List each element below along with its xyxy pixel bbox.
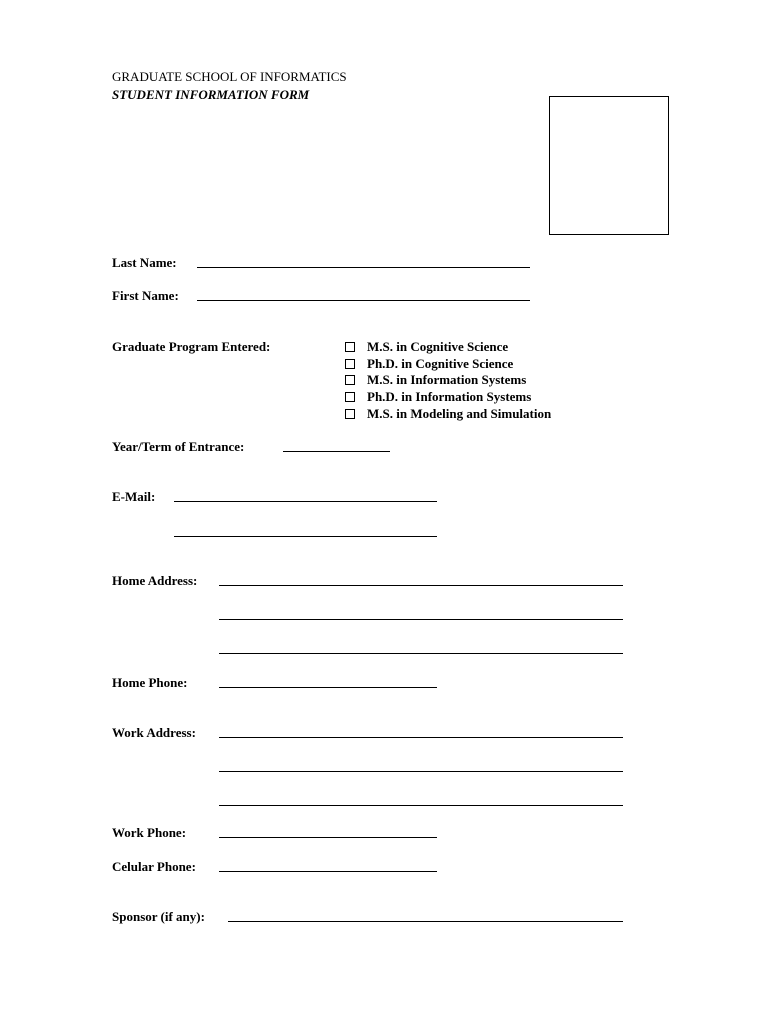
first-name-line[interactable] (197, 300, 530, 301)
photo-box (549, 96, 669, 235)
email-line-2[interactable] (174, 536, 437, 537)
program-option-label: M.S. in Cognitive Science (367, 339, 509, 355)
form-title: STUDENT INFORMATION FORM (112, 87, 310, 102)
program-option[interactable] (345, 356, 551, 373)
work-phone-label: Work Phone: (112, 825, 187, 840)
home-address-label: Home Address: (112, 573, 198, 588)
last-name-line[interactable] (197, 267, 530, 268)
work-phone-line[interactable] (219, 837, 437, 838)
home-address-line-2[interactable] (219, 619, 623, 620)
sponsor-line[interactable] (228, 921, 623, 922)
home-address-line-3[interactable] (219, 653, 623, 654)
home-phone-line[interactable] (219, 687, 437, 688)
work-address-line-1[interactable] (219, 737, 623, 738)
checkbox[interactable] (345, 392, 355, 402)
cellular-phone-line[interactable] (219, 871, 437, 872)
program-option-label: Ph.D. in Cognitive Science (367, 355, 514, 371)
home-phone-label: Home Phone: (112, 675, 188, 690)
checkbox[interactable] (345, 409, 355, 419)
school-title: GRADUATE SCHOOL OF INFORMATICS (112, 69, 347, 84)
home-address-line-1[interactable] (219, 585, 623, 586)
program-option-label: M.S. in Information Systems (367, 372, 527, 388)
cellular-phone-label: Celular Phone: (112, 859, 196, 874)
program-label: Graduate Program Entered: (112, 339, 271, 354)
program-option-label: M.S. in Modeling and Simulation (367, 405, 552, 421)
work-address-label: Work Address: (112, 725, 196, 740)
program-option[interactable] (345, 372, 551, 389)
checkbox[interactable] (345, 359, 355, 369)
checkbox[interactable] (345, 342, 355, 352)
program-option-label: Ph.D. in Information Systems (367, 389, 532, 405)
work-address-line-3[interactable] (219, 805, 623, 806)
email-line-1[interactable] (174, 501, 437, 502)
program-option[interactable] (345, 389, 551, 406)
work-address-line-2[interactable] (219, 771, 623, 772)
program-option[interactable] (345, 339, 551, 356)
program-option[interactable] (345, 405, 551, 422)
email-label: E-Mail: (112, 489, 156, 504)
program-checkbox-list (345, 339, 551, 422)
year-term-line[interactable] (283, 451, 390, 452)
first-name-label: First Name: (112, 288, 179, 303)
checkbox[interactable] (345, 375, 355, 385)
last-name-label: Last Name: (112, 255, 177, 270)
year-term-label: Year/Term of Entrance: (112, 439, 245, 454)
sponsor-label: Sponsor (if any): (112, 909, 205, 924)
